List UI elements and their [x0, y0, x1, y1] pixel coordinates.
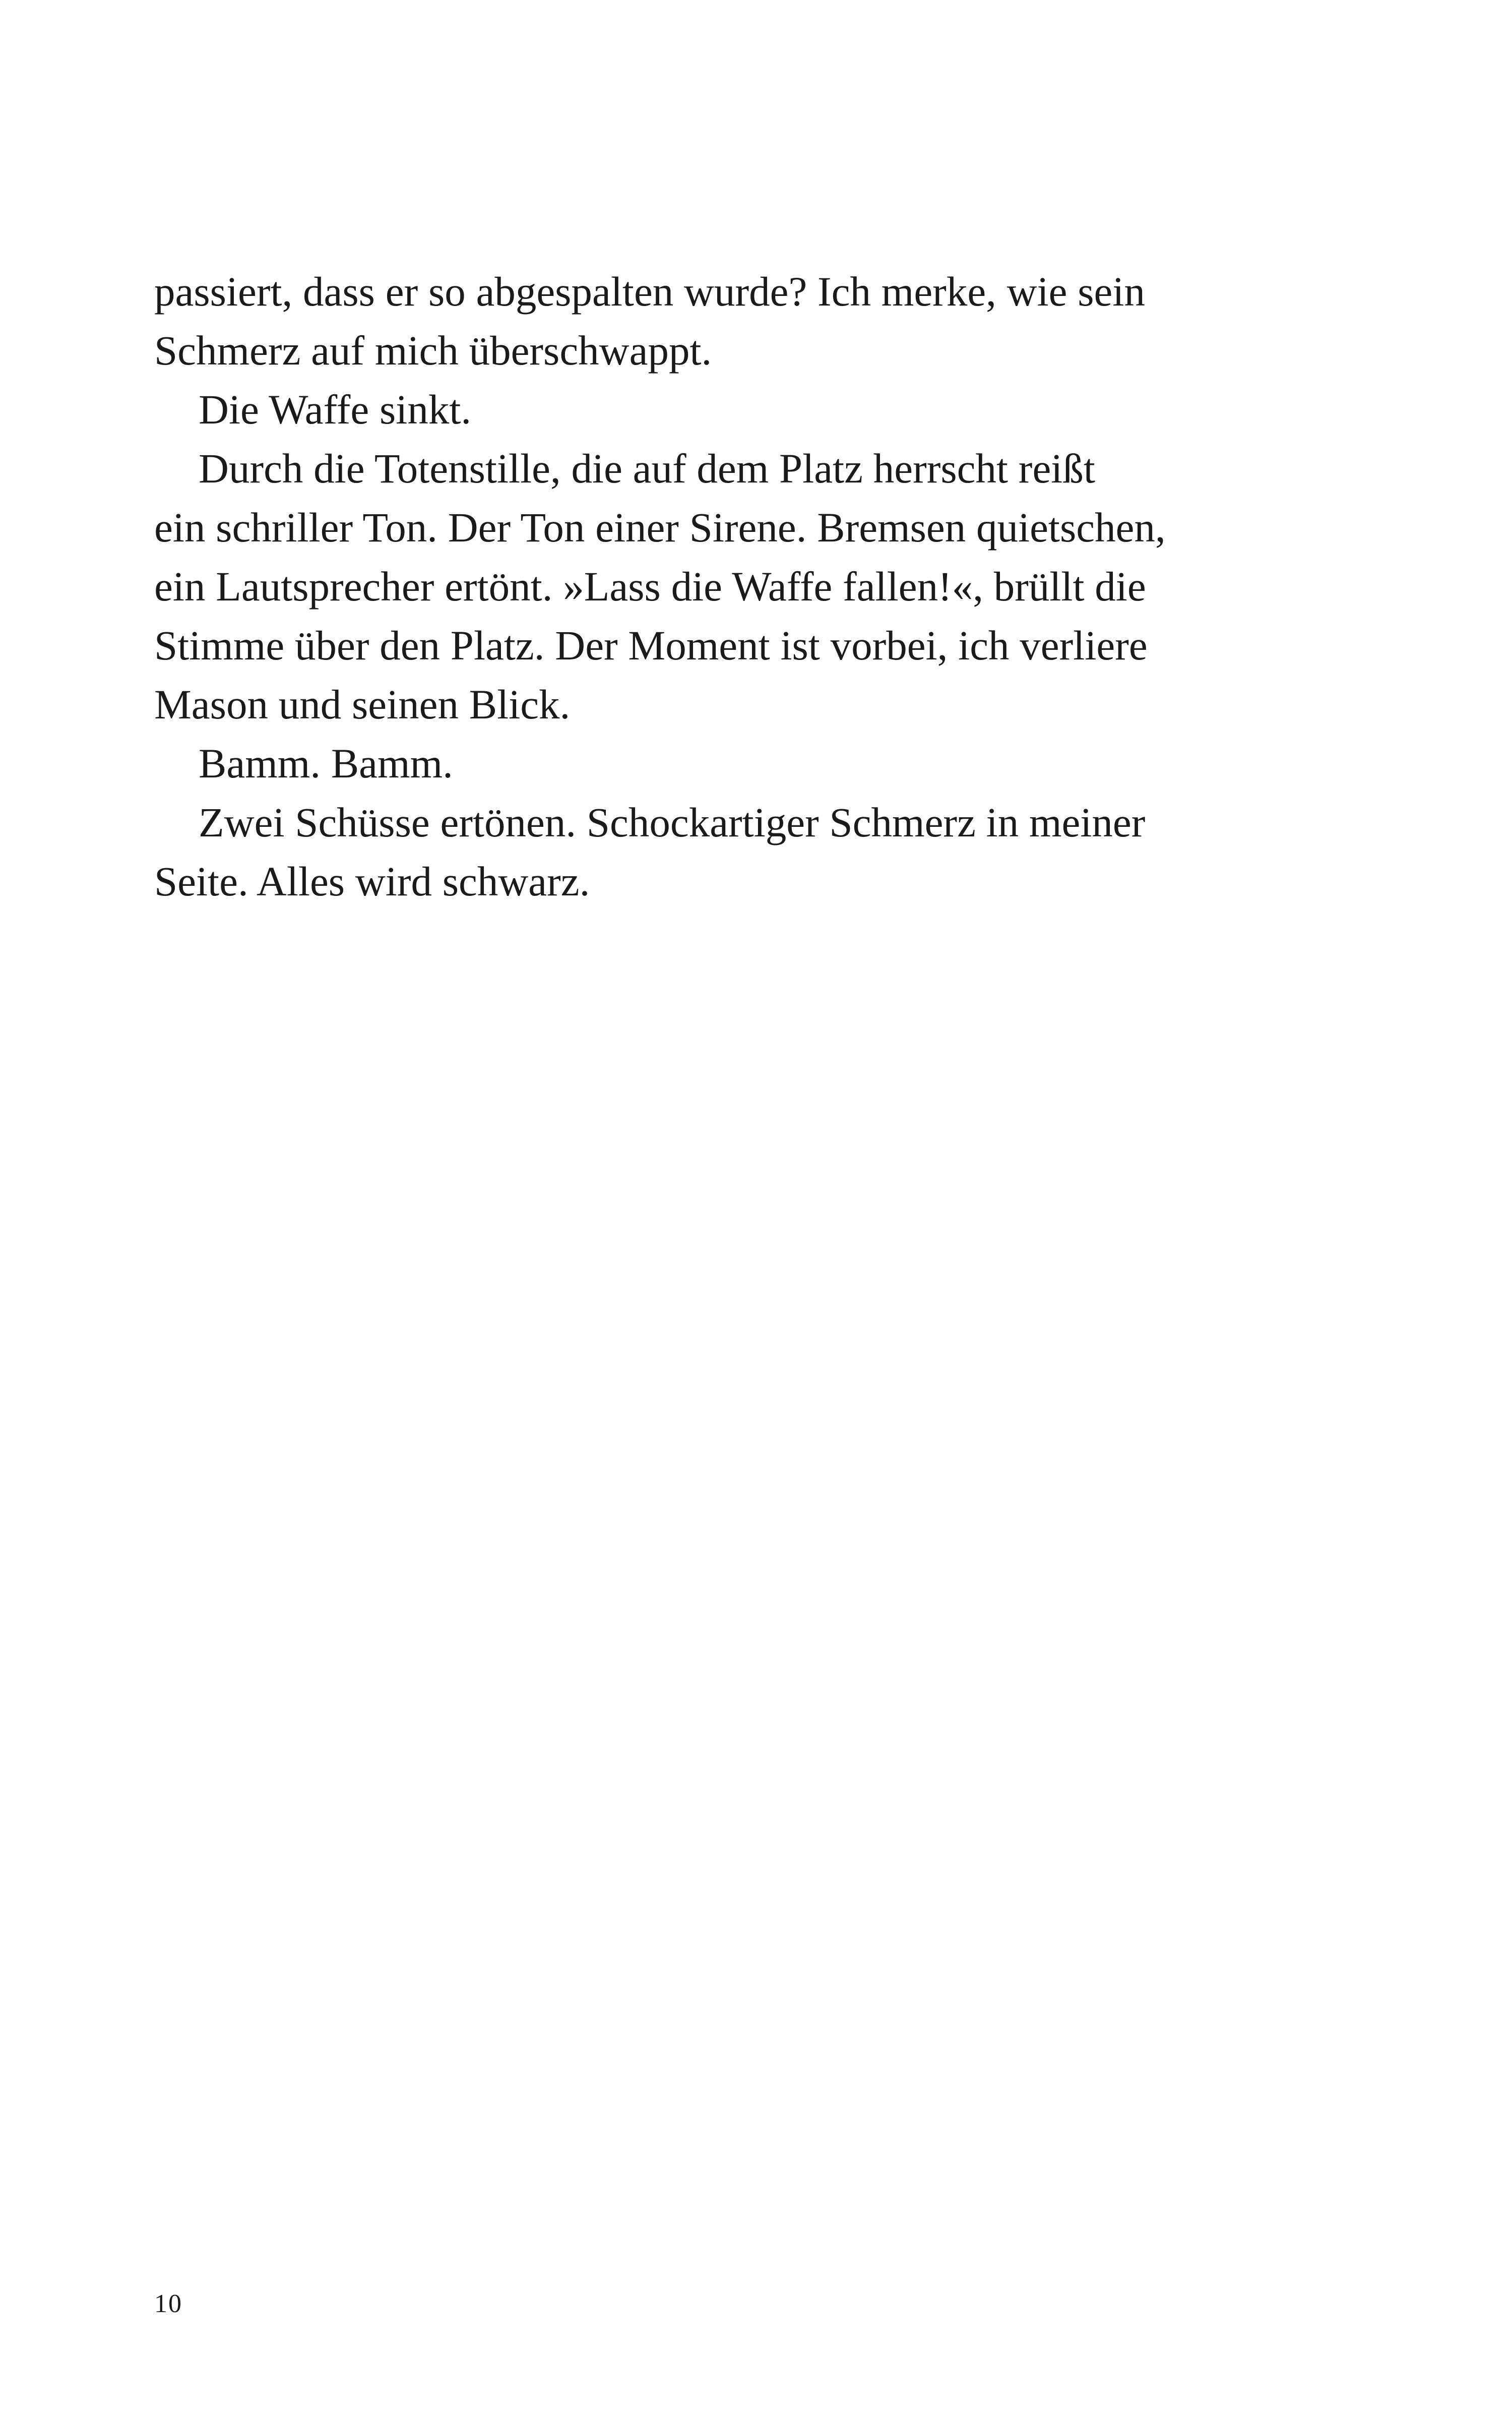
- text-line: Bamm. Bamm.: [199, 740, 453, 786]
- text-line: ein schriller Ton. Der Ton einer Sirene. Bremsen quietschen,: [154, 504, 1166, 551]
- text-line: Durch die Totenstille, die auf dem Platz herrscht reißt: [199, 445, 1095, 492]
- text-line: Zwei Schüsse ertönen. Schockartiger Schmerz in meiner: [199, 799, 1146, 845]
- text-line: Die Waffe sinkt.: [199, 386, 472, 433]
- text-line: ein Lautsprecher ertönt. »Lass die Waffe fallen!«, brüllt die: [154, 563, 1146, 610]
- text-line: Seite. Alles wird schwarz.: [154, 858, 590, 904]
- page-number: 10: [154, 2289, 182, 2318]
- text-line: Mason und seinen Blick.: [154, 681, 571, 728]
- text-line: Stimme über den Platz. Der Moment ist vorbei, ich verliere: [154, 622, 1148, 669]
- text-line: Schmerz auf mich überschwappt.: [154, 327, 712, 374]
- body-text: [154, 262, 1288, 911]
- text-line: passiert, dass er so abgespalten wurde? Ich merke, wie sein: [154, 268, 1145, 315]
